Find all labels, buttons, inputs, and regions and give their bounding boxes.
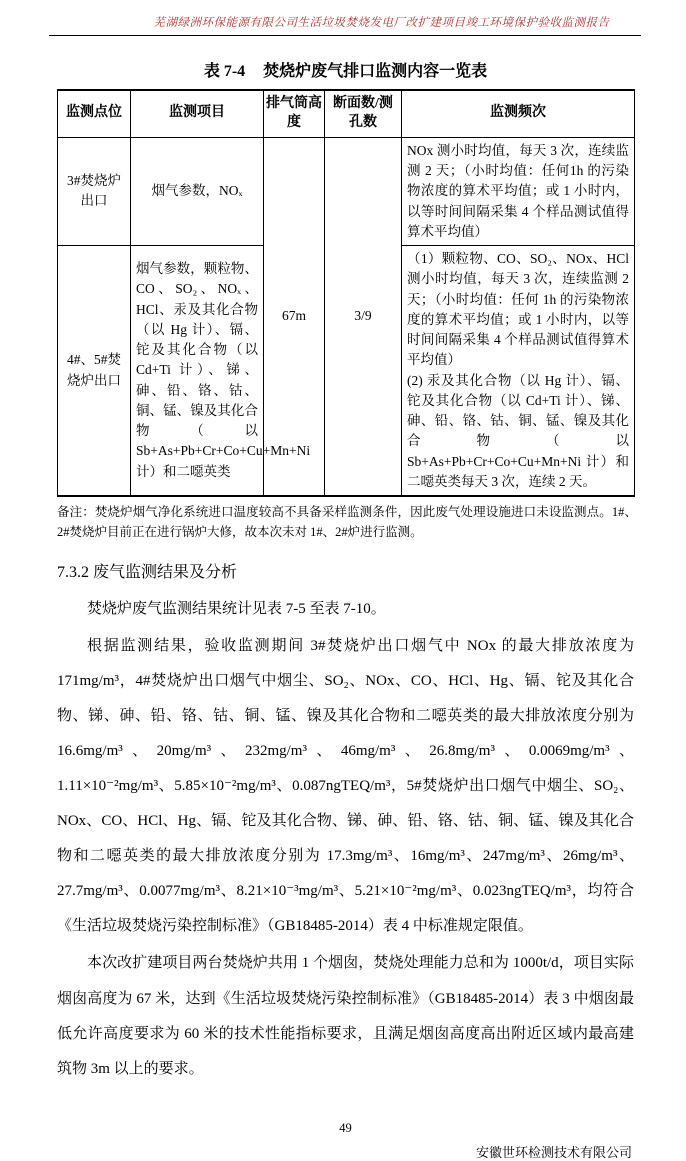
cell-point-45: 4#、5#焚烧炉出口 (58, 246, 131, 497)
table-row (58, 137, 635, 245)
col-header-frequency: 监测频次 (402, 90, 635, 137)
header-rule (49, 35, 641, 36)
table-header-row (58, 90, 635, 137)
col-header-items: 监测项目 (131, 90, 264, 137)
running-head: 芜湖绿洲环保能源有限公司生活垃圾焚烧发电厂改扩建项目竣工环境保护验收监测报告 (153, 17, 610, 29)
footer-company: 安徽世环检测技术有限公司 (475, 1144, 632, 1160)
col-header-sections-holes: 断面数/测孔数 (325, 90, 402, 137)
cell-items-3: 烟气参数，NOₓ (131, 137, 264, 245)
col-header-point: 监测点位 (58, 90, 131, 137)
frequency-item-2: (2) 汞及其化合物（以 Hg 计）、镉、铊及其化合物（以 Cd+Ti 计）、锑、砷、铅、铬、钴、铜、锰、镍及其化合物（以 Sb+As+Pb+Cr+Co+Cu+Mn+Ni 计）和二噁英类每天 3 次，连续 2 天。 (407, 372, 629, 489)
monitoring-table (57, 89, 635, 497)
cell-items-45: 烟气参数，颗粒物、CO、SO₂、NOₓ、HCl、汞及其化合物（以 Hg 计）、镉、铊及其化合物（以 Cd+Ti 计）、锑、砷、铅、铬、钴、铜、锰、镍及其化合物（以Sb+As+Pb+Cr+Co+Cu+Mn+Ni 计）和二噁英类 (131, 246, 264, 497)
frequency-item-1: （1）颗粒物、CO、SO₂、NOx、HCl 测小时均值，每天 3 次，连续监测 2 天；（小时均值：任何 1h 的污染物浓度的算术平均值；或 1 小时内，以等时间间隔采集 4 个样品测试值得算术平均值） (407, 251, 629, 368)
section-heading: 7.3.2 废气监测结果及分析 (57, 563, 238, 581)
table-caption-label: 表 7-4 (203, 63, 246, 80)
paragraph-concentrations: 根据监测结果，验收监测期间 3#焚烧炉出口烟气中 NOx 的最大排放浓度为171mg/m³，4#焚烧炉出口烟气中烟尘、SO₂、NOx、CO、HCl、Hg、镉、铊及其化合物、锑、砷、铅、铬、钴、铜、锰、镍及其化合物和二噁英类的最大排放浓度分别为16.6mg/m³、20mg/m³、232mg/m³、46mg/m³、26.8mg/m³、0.0069mg/m³、1.11×10⁻²mg/m³、5.85×10⁻²mg/m³、0.087ngTEQ/m³，5#焚烧炉出口烟气中烟尘、SO₂、NOx、CO、HCl、Hg、镉、铊及其化合物、锑、砷、铅、铬、钴、铜、锰、镍及其化合物和二噁英类的最大排放浓度分别为 17.3mg/m³、16mg/m³、247mg/m³、26mg/m³、27.7mg/m³、0.0077mg/m³、8.21×10⁻³mg/m³、5.21×10⁻²mg/m³、0.023ngTEQ/m³，均符合《生活垃圾焚烧污染控制标准》（GB18485-2014）表 4 中标准规定限值。 (57, 637, 634, 935)
cell-stack-height: 67m (264, 137, 325, 496)
paragraph-results-ref: 焚烧炉废气监测结果统计见表 7-5 至表 7-10。 (87, 600, 386, 617)
table-caption (57, 58, 634, 81)
paragraph-stack: 本次改扩建项目两台焚烧炉共用 1 个烟囱，焚烧处理能力总和为 1000t/d，项目实际烟囱高度为 67 米，达到《生活垃圾焚烧污染控制标准》（GB18485-2014）表 3 中烟囱最低允许高度要求为 60 米的技术性能指标要求，且满足烟囱高度高出附近区域内最高建筑物 3m 以上的要求。 (57, 955, 634, 1077)
cell-frequency-3: NOx 测小时均值，每天 3 次，连续监测 2 天；（小时均值：任何1h 的污染物浓度的算术平均值；或 1 小时内，以等时间间隔采集 4 个样品测试值得算术平均值） (402, 137, 635, 245)
col-header-stack-height: 排气筒高度 (264, 90, 325, 137)
cell-sections-holes: 3/9 (325, 137, 402, 496)
page-number: 49 (339, 1120, 352, 1135)
cell-frequency-45 (402, 246, 635, 497)
table-note: 备注：焚烧炉烟气净化系统进口温度较高不具备采样监测条件，因此废气处理设施进口未设监测点。1#、2#焚烧炉目前正在进行锅炉大修，故本次未对 1#、2#炉进行监测。 (57, 505, 637, 540)
table-caption-title: 焚烧炉废气排口监测内容一览表 (263, 63, 488, 80)
cell-point-3: 3#焚烧炉出口 (58, 137, 131, 245)
